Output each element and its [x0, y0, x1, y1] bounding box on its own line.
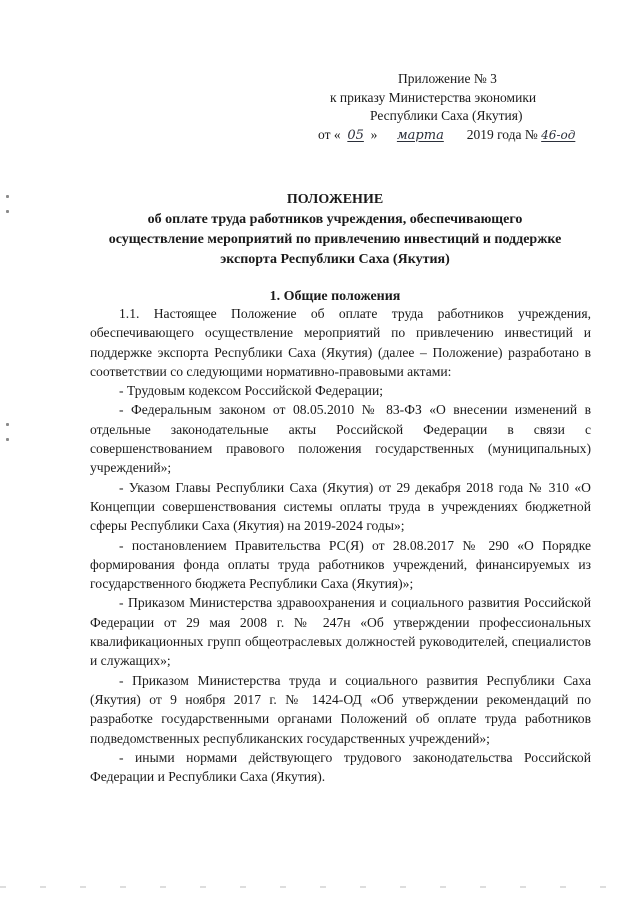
scan-speck	[6, 195, 9, 198]
handwritten-day: 05	[347, 127, 364, 143]
list-item: - постановлением Правительства РС(Я) от 28.08.2017 № 290 «О Порядке формирования фонда оплаты труда работников учреждений, финансируемых из государственного бюджета Республики Саха (Якутия)»;	[90, 537, 591, 592]
date-prefix: от «	[318, 126, 341, 142]
list-item: - Приказом Министерства труда и социального развития Республики Саха (Якутия) от 9 ноября 2017 г. № 1424-ОД «Об утверждении рекомендаций по разработке государственными органами Положений об оплате труда работников подведомственных республиканских государственных учреждений»;	[90, 672, 591, 746]
list-item: - Федеральным законом от 08.05.2010 № 83-ФЗ «О внесении изменений в отдельные законодательные акты Российской Федерации в связи с совершенствованием правового положения государственных (муниципальных) учреждений»;	[90, 402, 591, 476]
handwritten-month: марта	[396, 127, 444, 143]
appendix-order-ref: к приказу Министерства экономики	[330, 89, 537, 105]
document-title	[100, 190, 570, 270]
appendix-date-line	[290, 126, 590, 146]
list-item: - Указом Главы Республики Саха (Якутия) от 29 декабря 2018 года № 310 «О Концепции совершенствования системы оплаты труда в учреждениях бюджетной сферы Республики Саха (Якутия) на 2019-2024 годы»;	[90, 479, 591, 534]
section-body	[90, 304, 591, 786]
appendix-republic: Республики Саха (Якутия)	[370, 108, 523, 123]
paragraph: 1.1. Настоящее Положение об оплате труда работников учреждения, обеспечивающего осуществление мероприятий по привлечению инвестиций и поддержке экспорта Республики Саха (Якутия) (далее – Положение) разработано в соответствии со следующими нормативно-правовыми актами:	[90, 306, 591, 379]
scan-speck	[6, 438, 9, 441]
date-suffix: 2019 года №	[463, 126, 538, 142]
title-subtitle-line: экспорта Республики Саха (Якутия)	[220, 252, 450, 267]
title-subtitle-line: об оплате труда работников учреждения, обеспечивающего	[147, 212, 523, 227]
date-mid: »	[370, 126, 378, 142]
scan-speck	[6, 210, 9, 213]
handwritten-order-number: 46-од	[541, 127, 576, 142]
scan-speck	[6, 423, 9, 426]
appendix-header	[290, 70, 590, 145]
title-main: ПОЛОЖЕНИЕ	[286, 192, 384, 207]
list-item: - иными нормами действующего трудового законодательства Российской Федерации и Республики Саха (Якутия).	[90, 749, 591, 785]
section-heading: 1. Общие положения	[269, 289, 401, 304]
title-subtitle-line: осуществление мероприятий по привлечению инвестиций и поддержке	[108, 232, 562, 247]
list-item: - Приказом Министерства здравоохранения и социального развития Российской Федерации от 29 мая 2008 г. № 247н «Об утверждении профессиональных квалификационных групп общеотраслевых должностей руководителей, специалистов и служащих»;	[90, 595, 591, 669]
scan-edge-noise	[0, 886, 640, 888]
appendix-number: Приложение № 3	[398, 71, 497, 86]
list-item: - Трудовым кодексом Российской Федерации;	[119, 383, 384, 399]
